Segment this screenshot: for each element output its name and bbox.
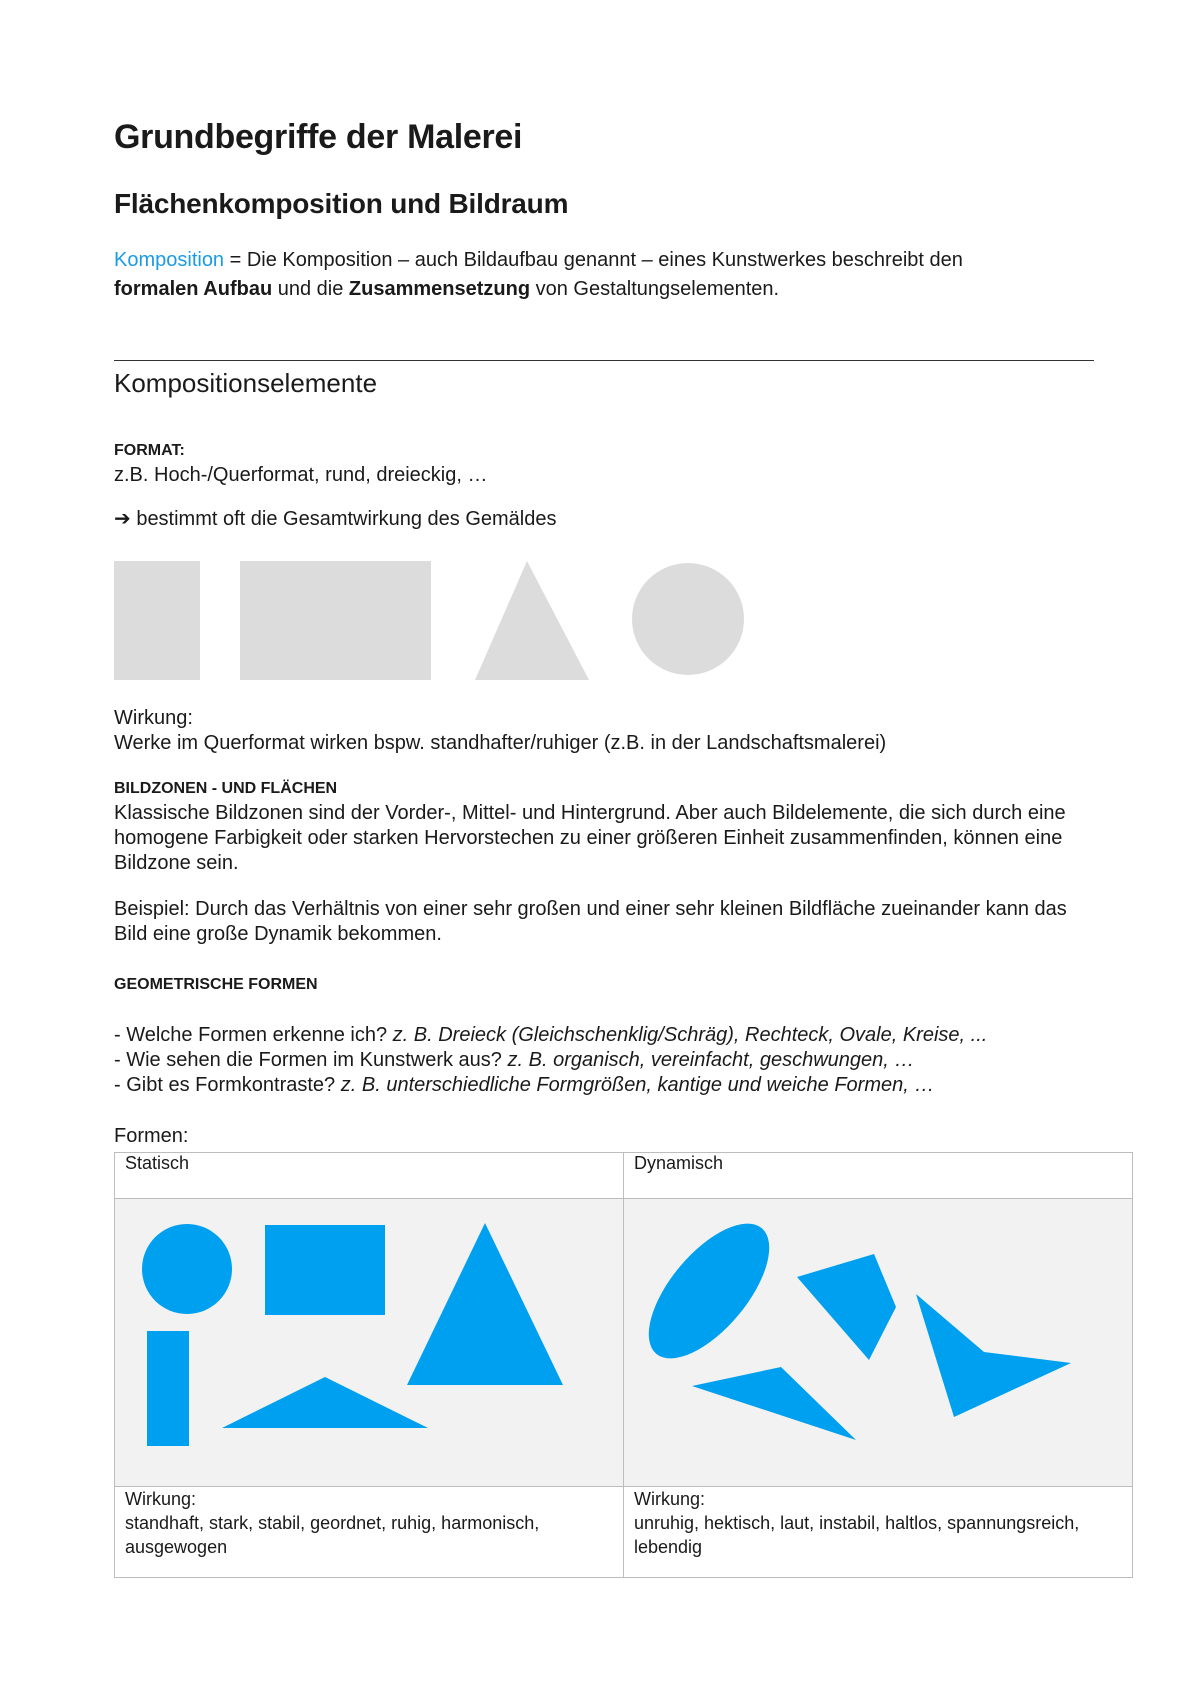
question-item: - Wie sehen die Formen im Kunstwerk aus? z. B. organisch, vereinfacht, geschwungen, …	[114, 1049, 915, 1071]
landscape-format-shape	[240, 561, 431, 680]
formen-table	[114, 1152, 1133, 1578]
triangle-format-shape	[475, 561, 589, 680]
page-subtitle: Flächenkomposition und Bildraum	[114, 188, 569, 219]
dynamic-quadrilateral	[797, 1254, 896, 1360]
dynamic-shapes-cell	[624, 1199, 1133, 1487]
dynamic-effect-cell	[624, 1487, 1133, 1578]
intro-end: von Gestaltungselementen.	[530, 278, 780, 300]
geometrische-label-wrap	[114, 972, 1094, 997]
static-header: Statisch	[115, 1153, 624, 1199]
bildzonen-label: BILDZONEN - UND FLÄCHEN	[114, 780, 338, 797]
format-label: FORMAT:	[114, 442, 185, 459]
bildzonen-block	[114, 776, 1094, 876]
static-effect-text: standhaft, stark, stabil, geordnet, ruhig, harmonisch, ausgewogen	[125, 1513, 540, 1557]
geometrische-questions	[114, 1023, 1094, 1098]
dynamic-effect-label: Wirkung:	[634, 1489, 706, 1509]
static-shapes	[125, 1199, 613, 1481]
intro-paragraph	[114, 246, 1094, 304]
dynamic-shapes	[634, 1199, 1122, 1481]
page-title: Grundbegriffe der Malerei	[114, 118, 523, 156]
bildzonen-example: Beispiel: Durch das Verhältnis von einer sehr großen und einer sehr kleinen Bildfläche zueinander kann das Bild eine große Dynamik bekommen.	[114, 898, 1067, 945]
format-arrow-text: ➔ bestimmt oft die Gesamtwirkung des Gemäldes	[114, 508, 557, 530]
format-block	[114, 438, 1094, 488]
format-shapes	[114, 560, 774, 685]
intro-bold-zusammensetzung: Zusammensetzung	[348, 278, 531, 300]
format-effect	[114, 706, 1094, 756]
intro-bold-aufbau: formalen Aufbau	[114, 278, 273, 300]
section-title: Kompositionselemente	[114, 368, 378, 398]
static-triangle-large	[407, 1223, 563, 1385]
dynamic-triangle-right	[916, 1294, 1071, 1417]
static-effect-cell	[115, 1487, 624, 1578]
dynamic-triangle-bottom	[692, 1367, 856, 1440]
intro-mid: und die	[272, 278, 349, 300]
static-square	[265, 1225, 385, 1315]
static-triangle-flat	[222, 1377, 428, 1428]
portrait-format-shape	[114, 561, 200, 680]
static-effect-label: Wirkung:	[125, 1489, 197, 1509]
format-effect-text: Werke im Querformat wirken bspw. standhafter/ruhiger (z.B. in der Landschaftsmalerei)	[114, 732, 887, 754]
formen-label: Formen:	[114, 1125, 189, 1147]
intro-term: Komposition	[114, 249, 225, 271]
static-shapes-cell	[115, 1199, 624, 1487]
static-circle	[142, 1224, 232, 1314]
round-format-shape	[632, 563, 744, 675]
geometrische-label: GEOMETRISCHE FORMEN	[114, 976, 318, 993]
intro-line1: = Die Komposition – auch Bildaufbau genannt – eines Kunstwerkes beschreibt den	[224, 249, 963, 271]
bildzonen-text: Klassische Bildzonen sind der Vorder-, Mittel- und Hintergrund. Aber auch Bildelemente, die sich durch eine homogene Farbigkeit oder starken Hervorstechen zu einer größeren Einheit zusammenfinden, können eine Bildzone sein.	[114, 802, 1066, 874]
section-divider	[114, 360, 1094, 361]
dynamic-oval	[634, 1204, 791, 1378]
question-item: - Welche Formen erkenne ich? z. B. Dreieck (Gleichschenklig/Schräg), Rechteck, Ovale, Kreise, ...	[114, 1024, 988, 1046]
question-item: - Gibt es Formkontraste? z. B. unterschiedliche Formgrößen, kantige und weiche Formen, …	[114, 1074, 935, 1096]
dynamic-header: Dynamisch	[624, 1153, 1133, 1199]
format-effect-label: Wirkung:	[114, 707, 193, 729]
static-rectangle-tall	[147, 1331, 189, 1446]
dynamic-effect-text: unruhig, hektisch, laut, instabil, haltlos, spannungsreich, lebendig	[634, 1513, 1080, 1557]
format-examples: z.B. Hoch-/Querformat, rund, dreieckig, …	[114, 464, 488, 486]
